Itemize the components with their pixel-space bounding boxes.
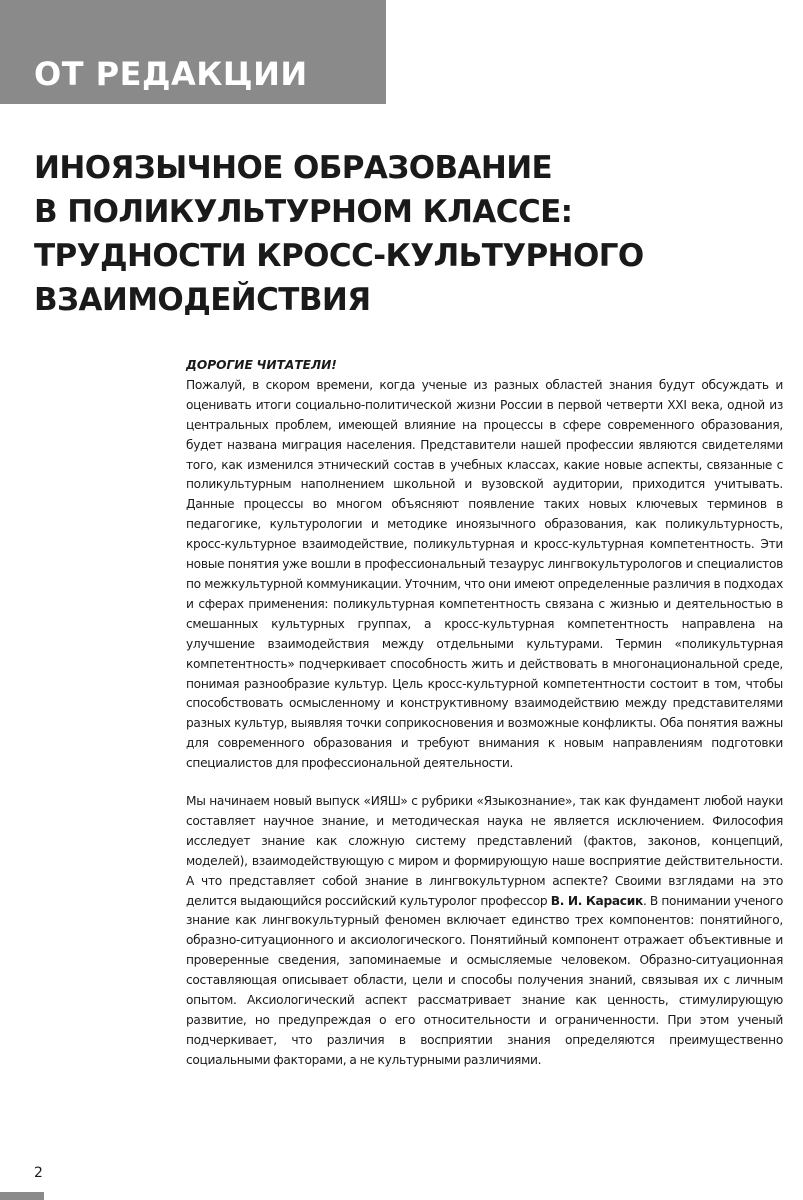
footer-bar xyxy=(0,1192,44,1200)
article-title-line: В ПОЛИКУЛЬТУРНОМ КЛАССЕ: xyxy=(34,194,573,230)
article-title-line: ВЗАИМОДЕЙСТВИЯ xyxy=(34,282,371,318)
paragraph-1: Пожалуй, в скором времени, когда ученые из разных областей знания будут обсуждать и оценивать итоги социально-политической жизни России в первой четверти XXI века, одной из центральных проблем, имеющей влияние на процессы в сфере современного образования, будет названа миграция населения. Представители нашей профессии являются свидетелями того, как изменился этнический состав в учебных классах, какие новые аспекты, связанные с поликультурным наполнением школьной и вузовской аудитории, приходится учитывать. Данные процессы во многом объясняют появление таких новых ключевых терминов в педагогике, культурологии и методике иноязычного образования, как поликультурность, кросс-культурное взаимодействие, поликультурная и кросс-культурная компетентность. Эти новые понятия уже вошли в профессиональный тезаурус лингвокультурологов и специалистов по межкультурной коммуникации. Уточним, что они имеют определенные различия в подходах и сферах применения: поликультурная компетентность связана с жизнью и деятельностью в смешанных культурных группах, а кросс-культурная компетентность направлена на улучшение взаимодействия между отдельными культурами. Термин «поликультурная компетентность» подчеркивает способность жить и действовать в многонациональной среде, понимая разнообразие культур. Цель кросс-культурной компетентности состоит в том, чтобы способствовать осмысленному и конструктивному взаимодействию между представителями разных культур, выявляя точки соприкосновения и возможные конфликты. Оба понятия важны для современного образования и требуют внимания к новым направлениям подготовки специалистов для профессиональной деятельности. xyxy=(186,377,783,771)
paragraph-2-text: Мы начинаем новый выпуск «ИЯШ» с рубрики «Языкознание», так как фундамент любой науки составляет научное знание, и методическая наука не является исключением. Философия исследует знание как сложную систему представлений (фактов, законов, концепций, моделей), взаимодействующую с миром и формирующую наше восприятие действительности. А что представляет собой знание в лингвокультурном аспекте? Своими взглядами на это делится выдающийся российский культуролог профессор xyxy=(186,794,783,908)
article-body xyxy=(186,356,783,1071)
article-title xyxy=(34,146,794,322)
greeting: ДОРОГИЕ ЧИТАТЕЛИ! xyxy=(186,358,337,372)
article-title-line: ИНОЯЗЫЧНОЕ ОБРАЗОВАНИЕ xyxy=(34,150,553,186)
paragraph-2 xyxy=(186,792,783,1071)
author-name: В. И. Карасик xyxy=(550,893,643,908)
rubric-title: ОТ РЕДАКЦИИ xyxy=(34,55,308,93)
article-title-line: ТРУДНОСТИ КРОСС-КУЛЬТУРНОГО xyxy=(34,238,644,274)
paragraph-2-text-continued: . В понимании ученого знание как лингвокультурный феномен включает единство трех компонентов: понятийного, образно-ситуационного и аксиологического. Понятийный компонент отражает объективные и проверенные сведения, запоминаемые и осмысляемые человеком. Образно-ситуационная составляющая описывает области, цели и способы получения знаний, связывая их с личным опытом. Аксиологический аспект рассматривает знание как ценность, стимулирующую развитие, но предупреждая о его относительности и ограниченности. При этом ученый подчеркивает, что различия в восприятии знания определяются преимущественно социальными факторами, а не культурными различиями. xyxy=(186,893,783,1067)
page-number: 2 xyxy=(34,1165,43,1181)
